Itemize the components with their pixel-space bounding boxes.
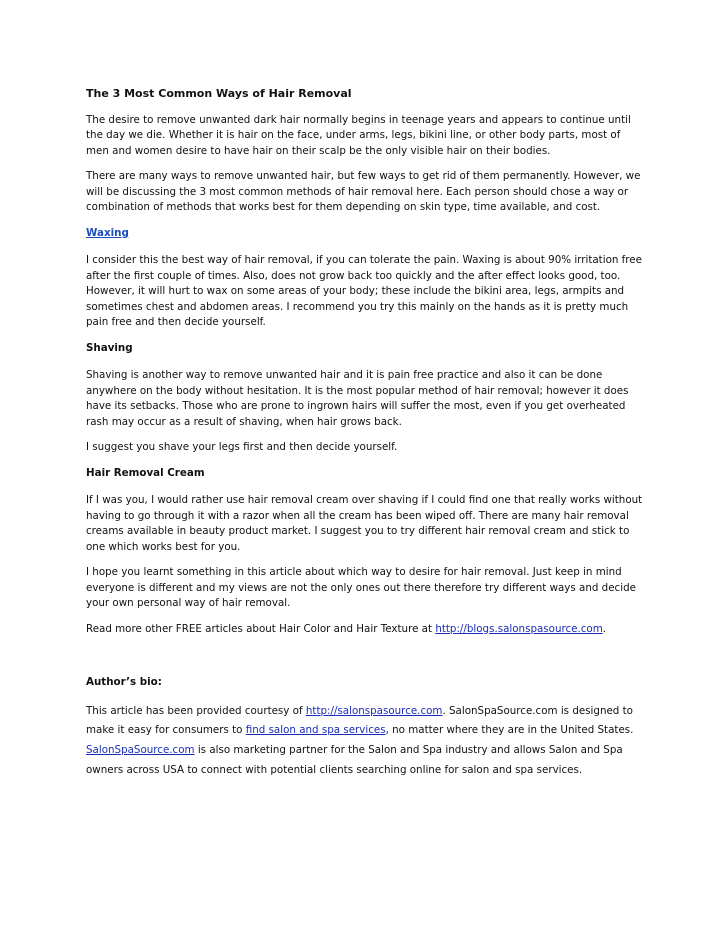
author-bio-heading: Author’s bio: <box>86 676 162 688</box>
read-more-text: Read more other FREE articles about Hair Color and Hair Texture at <box>86 622 436 635</box>
bio-text-2: . SalonSpaSource.com is designed to make it easy for consumers to <box>86 704 633 737</box>
intro-paragraph-1: The desire to remove unwanted dark hair normally begins in teenage years and appears to continue until the day we die. Whether it is hair on the face, under arms, legs, bikini line, or other body parts, most of men and women desire to have hair on their scalp be the only visible hair on their bodies. <box>86 113 631 157</box>
read-more-end: . <box>602 622 607 635</box>
section-heading-cream: Hair Removal Cream <box>86 466 205 479</box>
bio-text-1: This article has been provided courtesy of <box>86 704 306 717</box>
document-page <box>86 86 646 781</box>
find-salon-services-link[interactable]: find salon and spa services <box>245 724 386 737</box>
blogs-link[interactable]: http://blogs.salonspasource.com <box>435 622 603 635</box>
spacer <box>86 647 646 675</box>
section-heading-waxing <box>86 226 646 242</box>
section-heading-shaving: Shaving <box>86 341 133 354</box>
waxing-paragraph: I consider this the best way of hair removal, if you can tolerate the pain. Waxing is about 90% irritation free after the first couple of times. Also, does not grow back too quickly and the after effect looks good, too. However, it will hurt to wax on some areas of your body; these include the bikini area, legs, armpits and sometimes chest and abdomen areas. I recommend you try this mainly on the hands as it is pretty much pain free and then decide yourself. <box>86 254 642 328</box>
cream-paragraph-2: I hope you learnt something in this article about which way to desire for hair removal. Just keep in mind everyone is different and my views are not the only ones out there therefore try different ways and decide your own personal way of hair removal. <box>86 566 636 609</box>
cream-paragraph-1: If I was you, I would rather use hair removal cream over shaving if I could find one that really works without having to go through it with a razor when all the cream has been wiped off. There are many hair removal creams available in beauty product market. I suggest you to try different hair removal cream and stick to one which works best for you. <box>86 494 643 553</box>
salonspasource-name-link[interactable]: SalonSpaSource.com <box>86 744 195 757</box>
bio-text-3: , no matter where they are in the United States. <box>385 724 634 737</box>
intro-paragraph-2: There are many ways to remove unwanted hair, but few ways to get rid of them permanently. However, we will be discussing the 3 most common methods of hair removal here. Each person should chose a way or combination of methods that works best for them depending on skin type, time available, and cost. <box>86 170 641 213</box>
waxing-heading-link[interactable]: Waxing <box>86 226 129 239</box>
shaving-paragraph-2: I suggest you shave your legs first and then decide yourself. <box>86 441 398 453</box>
article-title: The 3 Most Common Ways of Hair Removal <box>86 87 352 100</box>
read-more-paragraph <box>86 622 646 638</box>
salonspasource-link[interactable]: http://salonspasource.com <box>305 704 443 717</box>
shaving-paragraph-1: Shaving is another way to remove unwanted hair and it is pain free practice and also it can be done anywhere on the body without hesitation. It is the most popular method of hair removal; however it does have its setbacks. Those who are prone to ingrown hairs will suffer the most, even if you get overheated rash may occur as a result of shaving, when hair grows back. <box>86 369 629 428</box>
author-bio-paragraph <box>86 702 646 781</box>
bio-text-4: is also marketing partner for the Salon and Spa industry and allows Salon and Spa owners across USA to connect with potential clients searching online for salon and spa services. <box>86 744 623 776</box>
